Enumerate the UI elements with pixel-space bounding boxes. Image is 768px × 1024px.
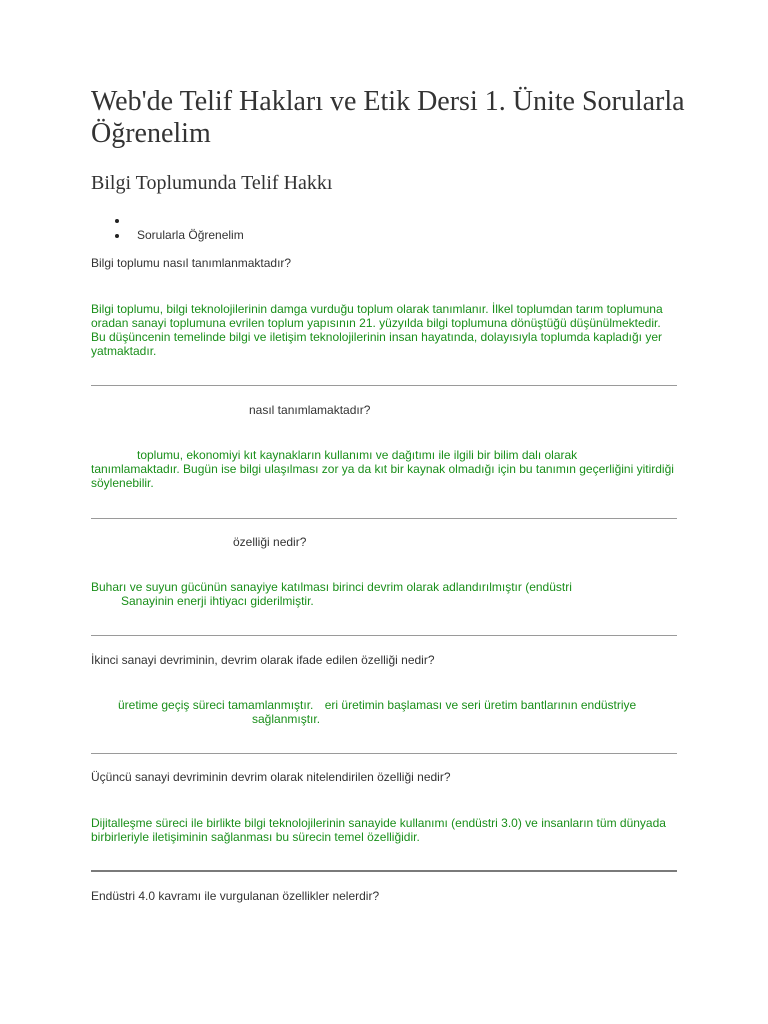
bullet-dot: [115, 234, 119, 238]
document-title: Web'de Telif Hakları ve Etik Dersi 1. Ünite Sorularla Öğrenelim: [91, 86, 685, 149]
question-4: İkinci sanayi devriminin, devrim olarak ifade edilen özelliği nedir?: [91, 653, 435, 667]
question-3: özelliği nedir?: [233, 535, 307, 549]
answer-4-line2: sağlanmıştır.: [252, 712, 321, 726]
answer-1: Bilgi toplumu, bilgi teknolojilerinin damga vurduğu toplum olarak tanımlanır. İlkel toplumdan tarım toplumuna oradan sanayi toplumuna evrilen toplum yapısının 21. yüzyılda bilgi toplumuna dönüştüğü düşünülmektedir. Bu düşüncenin temelinde bilgi ve iletişim teknolojilerinin insan hayatında, dolayısıyla toplumda kapladığı yer yatmaktadır.: [91, 302, 663, 358]
question-5: Üçüncü sanayi devriminin devrim olarak nitelendirilen özelliği nedir?: [91, 770, 451, 784]
answer-5: Dijitalleşme süreci ile birlikte bilgi teknolojilerinin sanayide kullanımı (endüstri 3.0) ve insanların tüm dünyada birbirleriyle iletişiminin sağlanması bu sürecin temel özelliğidir.: [91, 816, 666, 844]
answer-4-part2: eri üretimin başlaması ve seri üretim bantlarının endüstriye: [324, 698, 637, 712]
answer-3: [91, 580, 677, 608]
divider: [91, 518, 677, 519]
section-subtitle: Bilgi Toplumunda Telif Hakkı: [91, 172, 333, 194]
answer-2-line1: toplumu, ekonomiyi kıt kaynakların kullanımı ve dağıtımı ile ilgili bir bilim dalı olarak: [137, 448, 578, 462]
bullet-list: [115, 213, 244, 243]
answer-2: [91, 448, 677, 490]
divider: [91, 635, 677, 636]
answer-4: [91, 698, 677, 726]
divider: [91, 385, 677, 386]
question-2: nasıl tanımlamaktadır?: [249, 403, 371, 417]
answer-4-part1: üretime geçiş süreci tamamlanmıştır.: [118, 698, 314, 712]
question-1: Bilgi toplumu nasıl tanımlanmaktadır?: [91, 256, 292, 270]
divider: [91, 870, 677, 872]
answer-2-rest: tanımlamaktadır. Bugün ise bilgi ulaşılması zor ya da kıt bir kaynak olmadığı için bu tanımın geçerliğini yitirdiği söylenebilir.: [91, 462, 674, 490]
bullet-item[interactable]: [115, 228, 244, 243]
answer-3-line1: Buharı ve suyun gücünün sanayiye katılması birinci devrim olarak adlandırılmıştır (endüstri: [91, 580, 572, 594]
divider: [91, 753, 677, 754]
answer-3-line2: Sanayinin enerji ihtiyacı giderilmiştir.: [121, 594, 314, 608]
bullet-link[interactable]: Sorularla Öğrenelim: [137, 228, 244, 242]
question-6: Endüstri 4.0 kavramı ile vurgulanan özellikler nelerdir?: [91, 889, 380, 903]
bullet-dot: [115, 219, 119, 223]
bullet-item-empty: [115, 213, 244, 228]
